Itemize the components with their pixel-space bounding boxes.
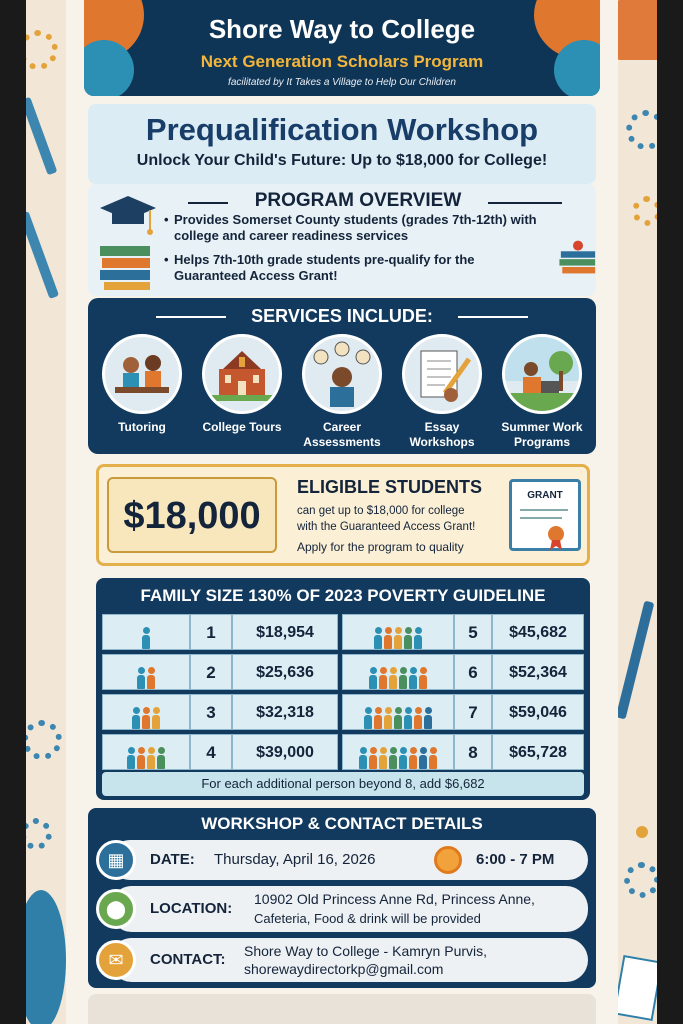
- location-label: LOCATION:: [150, 900, 233, 917]
- eligible-title: ELIGIBLE STUDENTS: [297, 477, 483, 497]
- person-icon: [142, 707, 150, 729]
- books-icon: [98, 242, 154, 290]
- family-icon: [103, 735, 189, 769]
- services-section: [88, 298, 596, 454]
- eligible-text: with the Guaranteed Access Grant!: [297, 521, 476, 533]
- person-icon: [142, 627, 150, 649]
- person-icon: [419, 747, 427, 769]
- service-essay-workshops: [394, 334, 490, 450]
- service-summer-work: [494, 334, 590, 450]
- overview-title: PROGRAM OVERVIEW: [254, 190, 462, 211]
- person-icon: [404, 627, 412, 649]
- person-icon: [374, 707, 382, 729]
- family-icon-cell: [342, 734, 454, 770]
- overview-item: • Provides Somerset County students (grades 7th-12th) with college and career readiness services: [174, 212, 544, 244]
- facilitator-line: facilitated by It Takes a Village to Help Our Children: [228, 77, 456, 88]
- family-size: 7: [454, 694, 492, 730]
- pencil-icon: [26, 97, 57, 176]
- person-icon: [409, 747, 417, 769]
- date-label: DATE:: [150, 851, 195, 868]
- family-icon: [343, 735, 453, 769]
- program-overview: [88, 184, 596, 296]
- wave-decoration: [26, 890, 66, 1024]
- bottom-strip: [88, 994, 596, 1024]
- family-icon: [343, 655, 453, 689]
- person-icon: [399, 747, 407, 769]
- service-label: Tutoring: [118, 420, 166, 434]
- books-apple-icon: [558, 222, 598, 292]
- person-icon: [414, 707, 422, 729]
- contact-label: CONTACT:: [150, 951, 226, 968]
- family-size: 4: [190, 734, 232, 770]
- family-icon: [343, 695, 453, 729]
- family-icon: [103, 615, 189, 649]
- service-college-tours: [194, 334, 290, 435]
- date-row: [107, 840, 588, 880]
- contact-email[interactable]: shorewaydirectorkp@gmail.com: [244, 961, 444, 977]
- envelope-icon: ✉: [96, 940, 136, 980]
- location-line: Cafeteria, Food & drink will be provided: [254, 911, 481, 926]
- family-icon-cell: [102, 654, 190, 690]
- header: [84, 0, 600, 96]
- career-assessment-icon: [302, 334, 382, 414]
- income-limit: $25,636: [232, 654, 338, 690]
- table-row: [102, 652, 584, 692]
- pencil-icon: [26, 211, 59, 299]
- workshop-tagline: Unlock Your Child's Future: Up to $18,000 for College!: [136, 152, 548, 169]
- graduation-cap-icon: [98, 190, 158, 242]
- family-size: 6: [454, 654, 492, 690]
- person-icon: [152, 707, 160, 729]
- family-icon-cell: [102, 614, 190, 650]
- person-icon: [369, 747, 377, 769]
- services-title: SERVICES INCLUDE:: [251, 306, 433, 326]
- divider: [488, 202, 562, 204]
- person-icon: [429, 747, 437, 769]
- eligible-text: can get up to $18,000 for college: [297, 505, 465, 517]
- family-icon-cell: [342, 654, 454, 690]
- essay-pen-icon: [402, 334, 482, 414]
- table-title: FAMILY SIZE 130% OF 2023 POVERTY GUIDELINE: [140, 586, 546, 605]
- poverty-guideline-table: [96, 578, 590, 800]
- table-row: [102, 692, 584, 732]
- person-icon: [384, 627, 392, 649]
- service-label: Summer Work Programs: [501, 420, 583, 449]
- date-value: Thursday, April 16, 2026: [214, 851, 376, 868]
- time-value: 6:00 - 7 PM: [476, 851, 555, 868]
- person-icon: [364, 707, 372, 729]
- family-icon: [343, 615, 453, 649]
- grant-certificate-icon: [509, 479, 581, 551]
- income-limit: $18,954: [232, 614, 338, 650]
- gear-icon: [626, 110, 657, 150]
- income-limit: $45,682: [492, 614, 584, 650]
- person-icon: [394, 707, 402, 729]
- person-icon: [394, 627, 402, 649]
- table-grid: [102, 612, 584, 772]
- family-icon-cell: [342, 694, 454, 730]
- person-icon: [137, 747, 145, 769]
- person-icon: [379, 747, 387, 769]
- income-limit: $39,000: [232, 734, 338, 770]
- person-icon: [137, 667, 145, 689]
- gear-icon: [624, 862, 657, 898]
- family-size: 2: [190, 654, 232, 690]
- program-subtitle: Next Generation Scholars Program: [200, 52, 484, 71]
- pencil-icon: [616, 601, 655, 720]
- person-icon: [399, 667, 407, 689]
- gear-icon: [26, 720, 62, 760]
- contact-row: [110, 938, 588, 982]
- person-icon: [147, 747, 155, 769]
- location-pin-icon: ⬤: [96, 889, 136, 929]
- book-decoration: [616, 0, 657, 60]
- summer-work-icon: [502, 334, 582, 414]
- location-line: 10902 Old Princess Anne Rd, Princess Anne,: [254, 891, 535, 907]
- income-limit: $59,046: [492, 694, 584, 730]
- family-size: 5: [454, 614, 492, 650]
- contact-line: Shore Way to College - Kamryn Purvis,: [244, 943, 488, 959]
- family-size: 1: [190, 614, 232, 650]
- location-row: [105, 886, 588, 932]
- eligible-text: Apply for the program to quality: [297, 540, 464, 554]
- family-icon: [103, 695, 189, 729]
- family-size: 8: [454, 734, 492, 770]
- person-icon: [409, 667, 417, 689]
- overview-item: • Helps 7th-10th grade students pre-qualify for the Guaranteed Access Grant!: [174, 252, 544, 284]
- workshop-banner: [88, 104, 596, 184]
- person-icon: [374, 627, 382, 649]
- grant-amount: $18,000: [123, 495, 261, 537]
- contact-section: [88, 808, 596, 988]
- person-icon: [424, 707, 432, 729]
- amount-ticket: [107, 477, 277, 553]
- person-icon: [404, 707, 412, 729]
- heart-icon: [636, 826, 648, 838]
- income-limit: $52,364: [492, 654, 584, 690]
- family-size: 3: [190, 694, 232, 730]
- service-label: College Tours: [202, 420, 282, 434]
- person-icon: [147, 667, 155, 689]
- service-career-assessments: [294, 334, 390, 450]
- person-icon: [419, 667, 427, 689]
- poster: [66, 0, 618, 1024]
- table-footer: For each additional person beyond 8, add $6,682: [102, 772, 584, 796]
- table-row: [102, 732, 584, 772]
- person-icon: [127, 747, 135, 769]
- person-icon: [414, 627, 422, 649]
- gear-icon: [632, 196, 657, 226]
- eligible-students-card: [96, 464, 590, 566]
- service-label: Career Assessments: [303, 420, 381, 449]
- college-building-icon: [202, 334, 282, 414]
- person-icon: [384, 707, 392, 729]
- person-icon: [369, 667, 377, 689]
- person-icon: [359, 747, 367, 769]
- person-icon: [389, 667, 397, 689]
- person-icon: [157, 747, 165, 769]
- family-icon-cell: [102, 734, 190, 770]
- notebook-decoration: [613, 955, 657, 1021]
- person-icon: [389, 747, 397, 769]
- person-icon: [132, 707, 140, 729]
- gear-icon: [26, 818, 52, 850]
- grant-label: GRANT: [527, 490, 563, 501]
- divider: [458, 316, 528, 318]
- program-title: Shore Way to College: [208, 14, 476, 44]
- income-limit: $32,318: [232, 694, 338, 730]
- clock-icon: [434, 846, 462, 874]
- workshop-title: Prequalification Workshop: [145, 112, 539, 147]
- tutoring-icon: [102, 334, 182, 414]
- table-row: [102, 612, 584, 652]
- family-icon-cell: [342, 614, 454, 650]
- person-icon: [379, 667, 387, 689]
- gear-icon: [26, 30, 58, 70]
- contact-title: WORKSHOP & CONTACT DETAILS: [201, 814, 483, 833]
- family-icon-cell: [102, 694, 190, 730]
- family-icon: [103, 655, 189, 689]
- income-limit: $65,728: [492, 734, 584, 770]
- calendar-icon: ▦: [96, 840, 136, 880]
- service-tutoring: [94, 334, 190, 435]
- service-label: Essay Workshops: [409, 420, 475, 449]
